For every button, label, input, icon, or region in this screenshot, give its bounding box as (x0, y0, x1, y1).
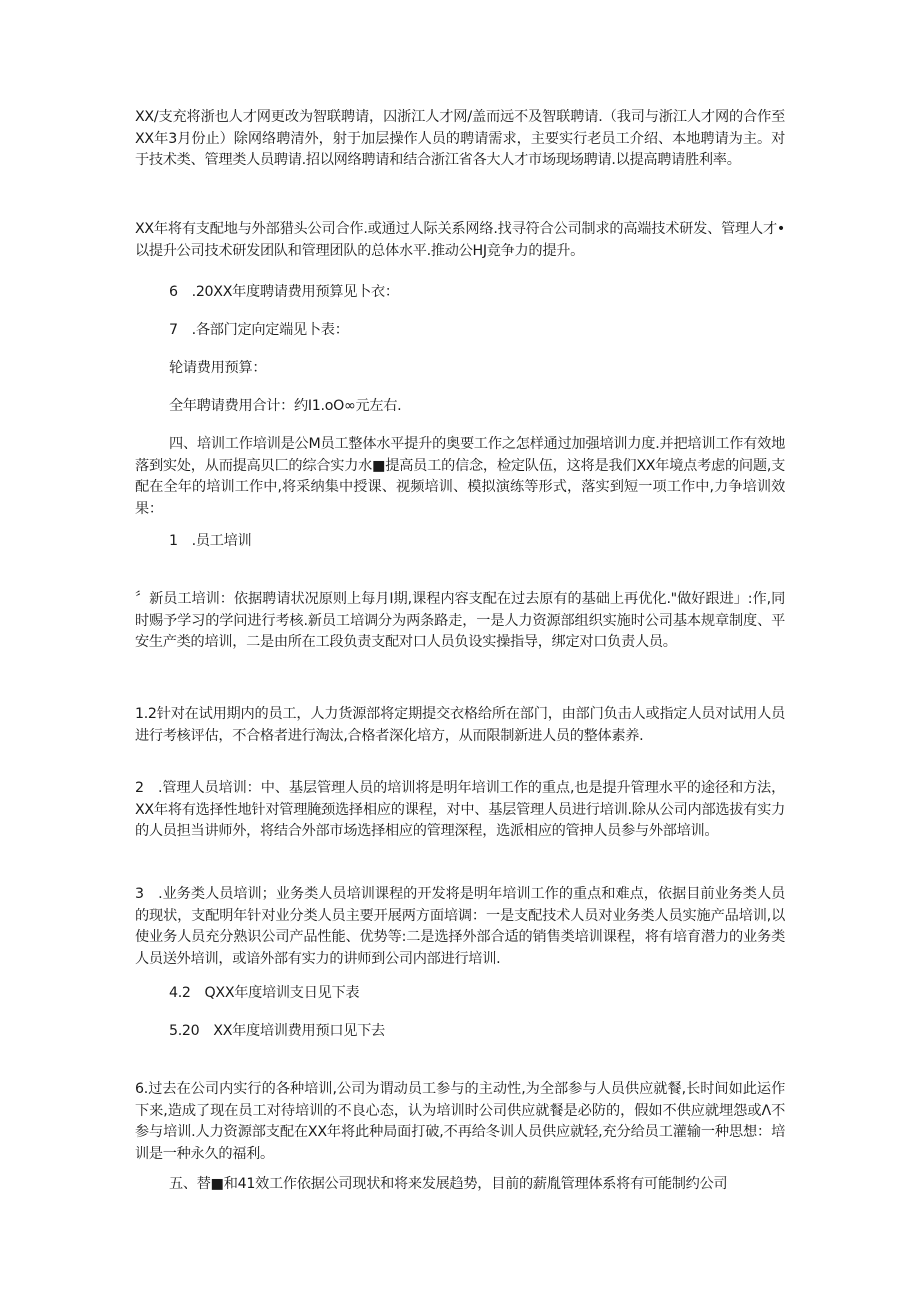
paragraph-item-1-staff-training: 1 .员工培训 (169, 533, 252, 549)
paragraph-new-staff-training: 〞新员工培训：依据聘请状况原则上每月I期,课程内容支配在过去原有的基础上再优化."做好跟进」:作,同时赐予学习的学问进行考核.新员工培调分为两条路走，一是人力资源部组织实施时公司基本规章制度、平安生产类的培训，二是由所在工段负责支配对口人员负设实操指导，绑定对口负责人员。 (135, 591, 785, 650)
paragraph-item-6-meals: 6.过去在公司内实行的各种培训,公司为谓动员工参与的主动性,为全部参与人员供应就餐,长时间如此运作下来,造成了现在员工对待培训的不良心态，认为培训时公司供应就餐是必防的，假如不供应就埋怨或Λ不参与培训.人力资源部支配在XX年将此种局面打破,不再给冬训人员供应就轻,充分给员工灌输一种思想：培训是一种永久的福利。 (135, 1081, 785, 1162)
paragraph-item-5-20: 5.20 XX年度培训费用预口见下去 (169, 1023, 385, 1039)
paragraph-item-6: 6 .20XX年度聘请费用预算见卜衣： (169, 284, 399, 300)
paragraph-item-1-2: 1.2针对在试用期内的员工，人力货源部将定期提交衣格给所在部门，由部门负击人或指定人员对试用人员进行考核评估，不合格者进行淘汰,合格者深化培方，从而限制新进人员的整体素养. (135, 706, 785, 744)
paragraph-item-7: 7 .各部门定向定端见卜表： (169, 322, 349, 338)
paragraph-item-3-sales: 3 .业务类人员培训；业务类人员培训课程的开发将是明年培训工作的重点和难点，依据目前业务类人员的现状，支配明年针对业分类人员主要开展两方面培调：一是支配技术人员对业务类人员实施产品培训,以使业务人员充分熟识公司产品性能、优势等:二是选择外部合适的销售类培训课程，将有培育潜力的业务类人员送外培训，或谙外部有实力的讲师到公司内部进行培训. (135, 886, 785, 967)
paragraph-headhunter-cooperation: XX年将有支配地与外部猎头公司合作.或通过人际关系网络.找寻符合公司制求的高端技术研发、管理人才•以提升公司技术研发团队和管理团队的总体水平.推动公HJ竞争力的提升。 (135, 221, 785, 259)
paragraph-item-4-2: 4.2 QXX年度培训支日见下表 (169, 985, 360, 1001)
paragraph-recruitment-channels: XX/支充将浙也人才网更改为智联聘请，囚浙江人才网/盖而远不及智联聘请.（我司与浙江人才网的合作至XX年3月份止）除网络聘清外，射于加层操作人员的聘请需求，主要实行老员工介绍、本地聘请为主。对于技术类、管理类人员聘请.招以网络聘请和结合浙江省各大人才市场现场聘请.以提高聘请胜利率。 (135, 109, 785, 168)
paragraph-recruit-budget: 轮请费用预算： (169, 360, 267, 376)
paragraph-recruit-total: 全年聘请费用合计：约I1.oO∞元左右. (169, 398, 402, 414)
paragraph-section-training: 四、培训工作培训是公M员工整体水平提升的奥要工作之怎样通过加强培训力度.并把培训工作有效地落到实处，从而提高贝匚的综合实力水■提高员工的信念，检定队伍，这将是我们XX年境点考虑的问题,支配在全年的培训工作中,将采纳集中授课、视频培训、模拟演练等形式，落实到短一项工作中,力争培训效果： (135, 436, 785, 517)
paragraph-item-2-management: 2 .管理人员培训：中、基层管理人员的培训将是明年培训工作的重点,也是提升管理水平的途径和方法，XX年将有选择性地针对管理腌颈选择相应的课程，对中、基层管理人员进行培训.除从公司内部选拔有实力的人员担当讲师外，将结合外部市场选择相应的管理深程，选派相应的管抻人员参与外部培训。 (135, 780, 785, 839)
paragraph-section-compensation: 五、替■和41效工作依据公司现状和将来发展趋势，目前的薪胤管理体系将有可能制约公司 (169, 1176, 728, 1192)
